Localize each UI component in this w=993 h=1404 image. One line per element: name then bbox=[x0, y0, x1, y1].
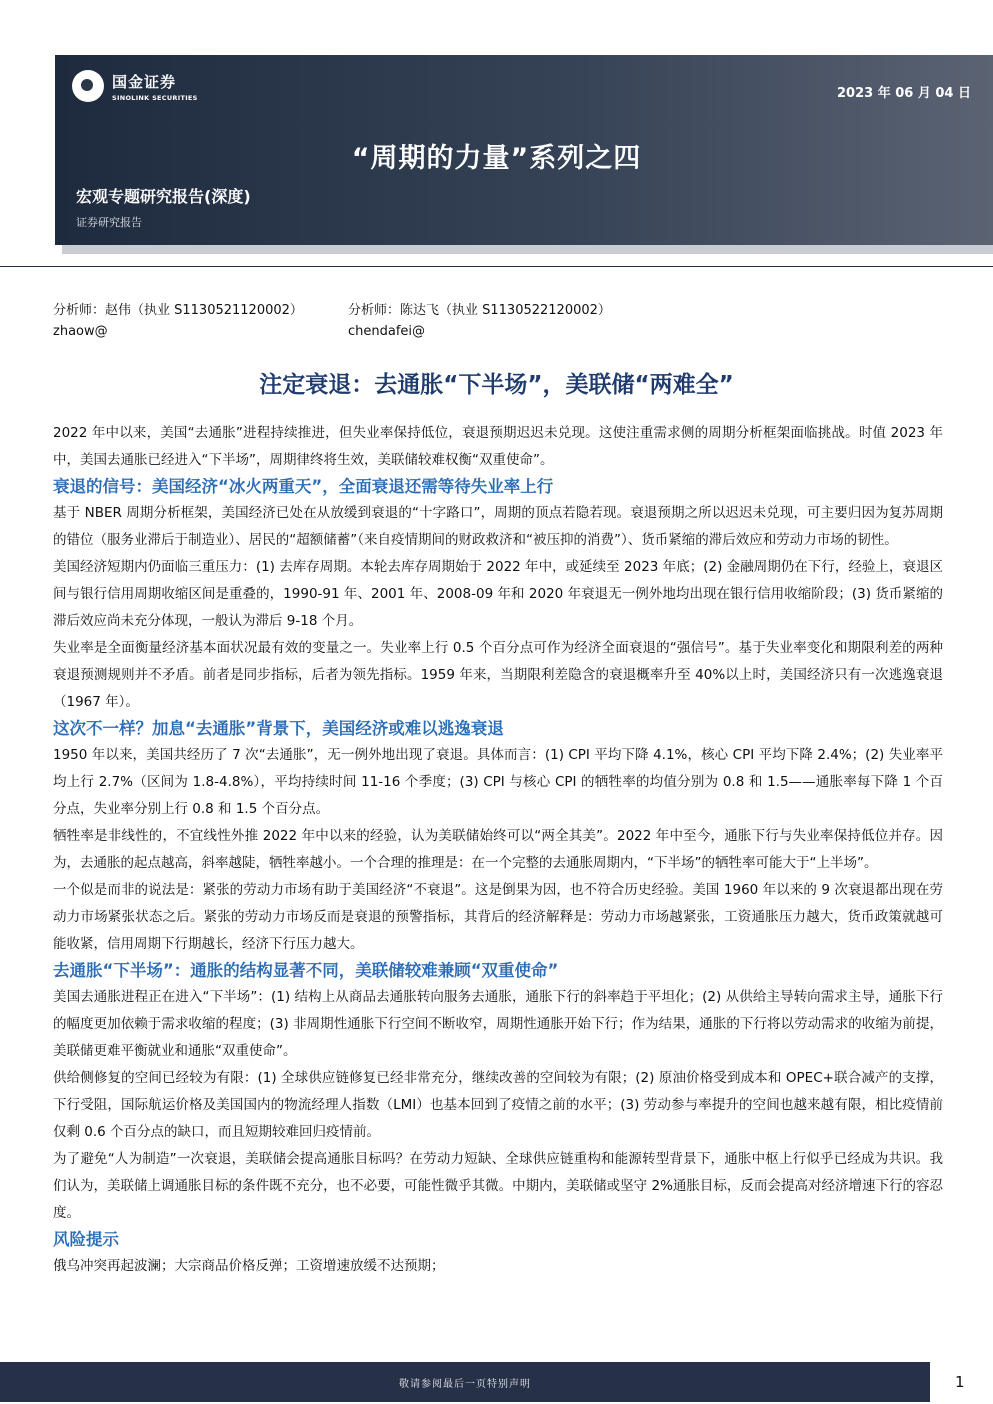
body-paragraph: 失业率是全面衡量经济基本面状况最有效的变量之一。失业率上行 0.5 个百分点可作为经济全面衰退的“强信号”。基于失业率变化和期限利差的两种衰退预测规则并不矛盾。前者是同步指标，后者为领先指标。1959 年来，当期限利差隐含的衰退概率升至 40%以上时，美国经济只有一次逃逸衰退（1967 年）。 bbox=[53, 640, 943, 710]
section-heading: 衰退的信号：美国经济“冰火两重天”，全面衰退还需等待失业率上行 bbox=[53, 477, 554, 496]
body-paragraph: 牺牲率是非线性的，不宜线性外推 2022 年中以来的经验，认为美联储始终可以“两全其美”。2022 年中至今，通胀下行与失业率保持低位并存。因为，去通胀的起点越高，斜率越陡，牺牲率越小。一个合理的推理是：在一个完整的去通胀周期内，“下半场”的牺牲率可能大于“上半场”。 bbox=[53, 828, 943, 871]
risk-paragraph: 俄乌冲突再起波澜；大宗商品价格反弹；工资增速放缓不达预期； bbox=[53, 1258, 445, 1274]
page-number: 1 bbox=[955, 1373, 965, 1391]
analyst-block bbox=[53, 300, 303, 342]
analyst-name: 分析师：赵伟（执业 S1130521120002） bbox=[53, 303, 303, 318]
report-date: 2023 年 06 月 04 日 bbox=[837, 86, 971, 101]
header-divider bbox=[0, 266, 993, 267]
report-body bbox=[53, 420, 943, 1280]
logo-name-en: SINOLINK SECURITIES bbox=[112, 93, 198, 102]
logo-name-cn: 国金证券 bbox=[112, 72, 177, 91]
section-heading: 去通胀“下半场”：通胀的结构显著不同，美联储较难兼顾“双重使命” bbox=[53, 961, 559, 980]
series-title: “周期的力量”系列之四 bbox=[351, 143, 642, 174]
analyst-name: 分析师：陈达飞（执业 S1130522120002） bbox=[348, 303, 611, 318]
main-title: 注定衰退：去通胀“下半场”，美联储“两难全” bbox=[259, 372, 734, 398]
logo-circle-icon bbox=[72, 70, 104, 102]
company-logo bbox=[72, 70, 198, 102]
section-heading-risk: 风险提示 bbox=[53, 1230, 119, 1249]
section-heading: 这次不一样？加息“去通胀”背景下，美国经济或难以逃逸衰退 bbox=[53, 719, 504, 738]
intro-paragraph: 2022 年中以来，美国“去通胀”进程持续推进，但失业率保持低位，衰退预期迟迟未兑现。这使注重需求侧的周期分析框架面临挑战。时值 2023 年中，美国去通胀已经进入“下半场”，周期律终将生效，美联储较难权衡“双重使命”。 bbox=[53, 425, 943, 468]
analyst-block bbox=[348, 300, 611, 342]
body-paragraph: 美国经济短期内仍面临三重压力：(1) 去库存周期。本轮去库存周期始于 2022 年中，或延续至 2023 年底；(2) 金融周期仍在下行，经验上，衰退区间与银行信用周期收缩区间是重叠的，1990-91 年、2001 年、2008-09 年和 2020 年衰退无一例外地均出现在银行信用收缩阶段；(3) 货币紧缩的滞后效应尚未充分体现，一般认为滞后 9-18 个月。 bbox=[53, 559, 943, 629]
body-paragraph: 供给侧修复的空间已经较为有限：(1) 全球供应链修复已经非常充分，继续改善的空间较为有限；(2) 原油价格受到成本和 OPEC+联合减产的支撑，下行受阻，国际航运价格及美国国内的物流经理人指数（LMI）也基本回到了疫情之前的水平；(3) 劳动参与率提升的空间也越来越有限，相比疫情前仅剩 0.6 个百分点的缺口，而且短期较难回归疫情前。 bbox=[53, 1070, 943, 1140]
analyst-email: chendafei@ bbox=[348, 324, 426, 339]
report-type: 宏观专题研究报告(深度) bbox=[76, 187, 251, 206]
report-category: 证券研究报告 bbox=[76, 216, 142, 229]
body-paragraph: 为了避免“人为制造”一次衰退，美联储会提高通胀目标吗？在劳动力短缺、全球供应链重构和能源转型背景下，通胀中枢上行似乎已经成为共识。我们认为，美联储上调通胀目标的条件既不充分，也不必要，可能性微乎其微。中期内，美联储或坚守 2%通胀目标，反而会提高对经济增速下行的容忍度。 bbox=[53, 1151, 943, 1221]
body-paragraph: 1950 年以来，美国共经历了 7 次“去通胀”，无一例外地出现了衰退。具体而言：(1) CPI 平均下降 4.1%，核心 CPI 平均下降 2.4%；(2) 失业率平均上行 2.7%（区间为 1.8-4.8%），平均持续时间 11-16 个季度；(3) CPI 与核心 CPI 的牺牲率的均值分别为 0.8 和 1.5——通胀率每下降 1 个百分点，失业率分别上行 0.8 和 1.5 个百分点。 bbox=[53, 747, 943, 817]
body-paragraph: 美国去通胀进程正在进入“下半场”：(1) 结构上从商品去通胀转向服务去通胀，通胀下行的斜率趋于平坦化；(2) 从供给主导转向需求主导，通胀下行的幅度更加依赖于需求收缩的程度；(3) 非周期性通胀下行空间不断收窄，周期性通胀开始下行；作为结果，通胀的下行将以劳动需求的收缩为前提，美联储更难平衡就业和通胀“双重使命”。 bbox=[53, 989, 943, 1059]
body-paragraph: 基于 NBER 周期分析框架，美国经济已处在从放缓到衰退的“十字路口”，周期的顶点若隐若现。衰退预期之所以迟迟未兑现，可主要归因为复苏周期的错位（服务业滞后于制造业）、居民的“超额储蓄”（来自疫情期间的财政救济和“被压抑的消费”）、货币紧缩的滞后效应和劳动力市场的韧性。 bbox=[53, 505, 943, 548]
footer-disclaimer-note: 敬请参阅最后一页特别声明 bbox=[399, 1379, 531, 1390]
body-paragraph: 一个似是而非的说法是：紧张的劳动力市场有助于美国经济“不衰退”。这是倒果为因，也不符合历史经验。美国 1960 年以来的 9 次衰退都出现在劳动力市场紧张状态之后。紧张的劳动力市场反而是衰退的预警指标，其背后的经济解释是：劳动力市场越紧张，工资通胀压力越大，货币政策就越可能收紧，信用周期下行期越长，经济下行压力越大。 bbox=[53, 882, 943, 952]
analyst-email: zhaow@ bbox=[53, 324, 108, 339]
